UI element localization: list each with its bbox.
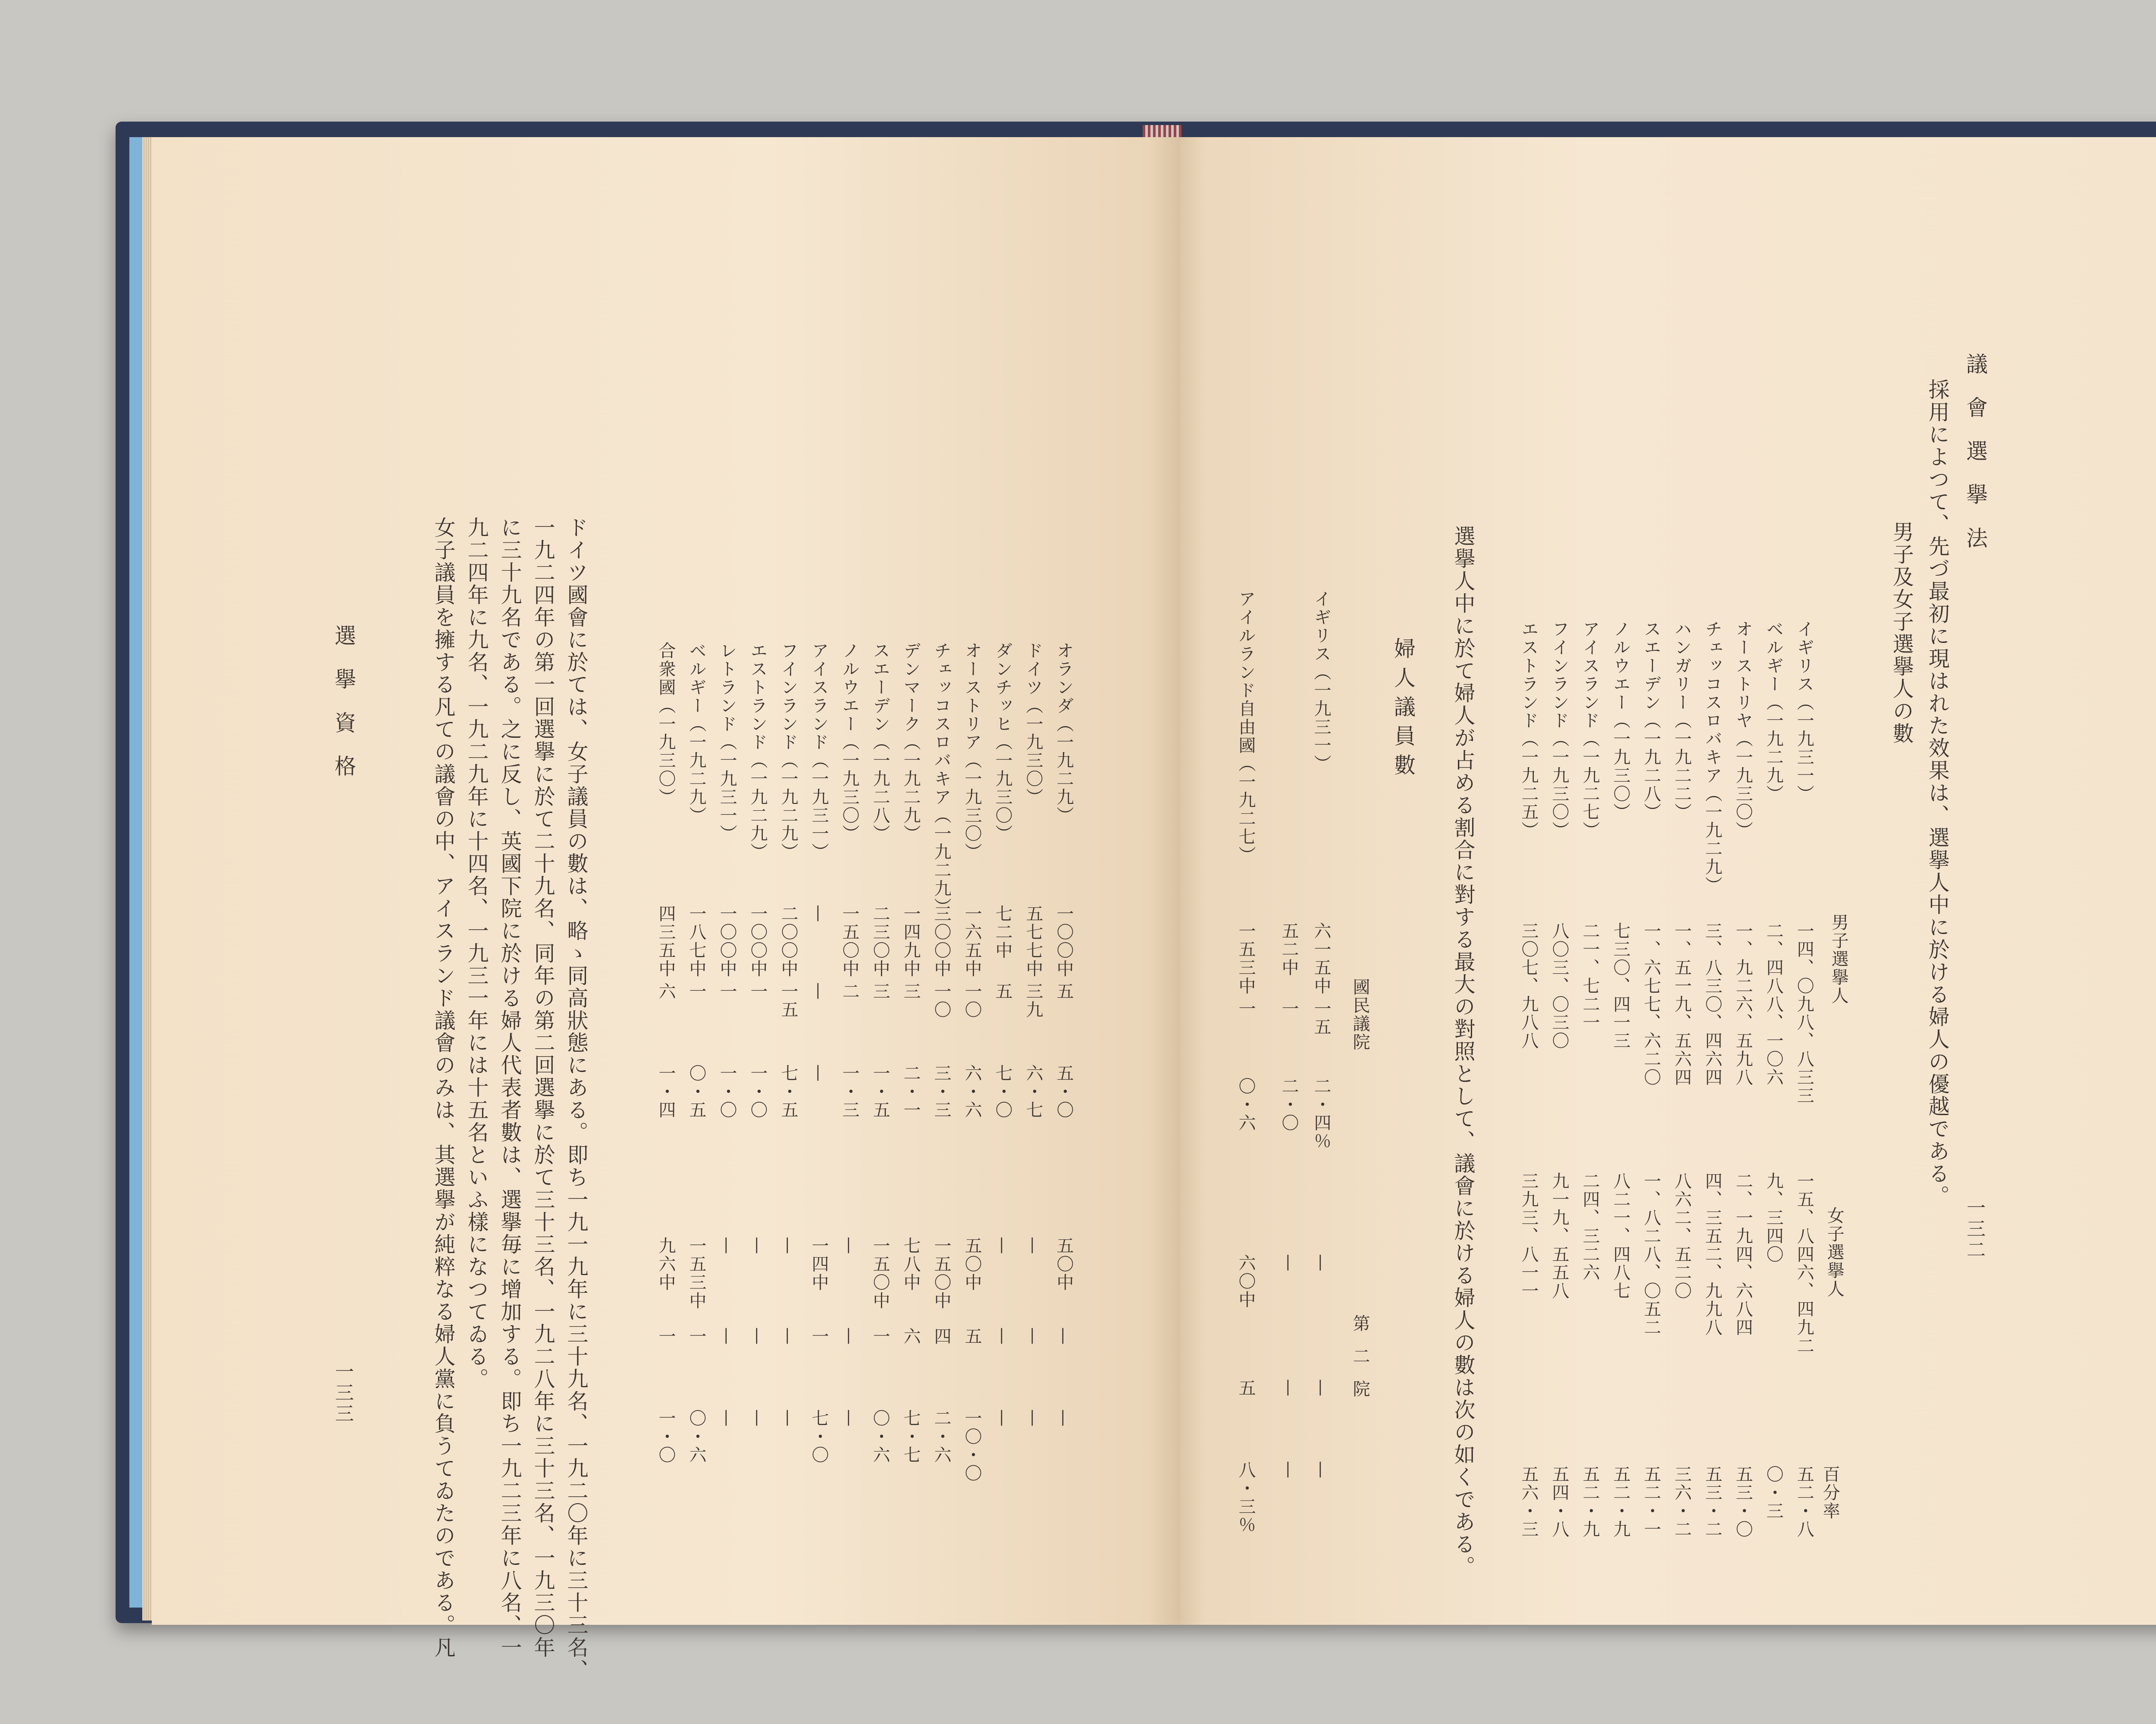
table-cell: 一八七中 (686, 905, 706, 978)
table-cell: 三九三、八一一 (1519, 1172, 1539, 1300)
table-cell: 五七七中 (1023, 905, 1043, 978)
table-cell: 一・三 (840, 1064, 859, 1119)
table-row-country: エストランド（一九二九） (748, 642, 768, 861)
table-cell: 一五〇中 (870, 1237, 890, 1310)
table-cell: — (809, 905, 829, 923)
table-row-country: レトランド（一九三一） (717, 642, 737, 843)
table-cell: 八・三％ (1236, 1461, 1256, 1534)
table-cell: 一 (717, 982, 737, 1001)
table-cell: 二 (840, 982, 859, 1001)
table-cell: 一〇〇中 (748, 905, 768, 978)
table-cell: 一 (1279, 1000, 1299, 1018)
table-cell: 一 (686, 1327, 706, 1346)
table-cell: 二・〇 (1279, 1077, 1299, 1132)
table-cell: — (840, 1237, 859, 1255)
table-cell: — (993, 1327, 1012, 1346)
table-cell: 二、一九四、六八四 (1733, 1172, 1753, 1337)
paragraph: 選擧人中に於て婦人が占める割合に對する最大の對照として、議會に於ける婦人の數は次の如くである。 (1451, 525, 1476, 1578)
table-cell: 一五〇中 (931, 1237, 951, 1310)
table-cell: — (1311, 1379, 1331, 1398)
table-row-country: オーストリア（一九三〇） (962, 642, 982, 861)
table-row-country: アイルランド自由國（一九二七） (1236, 590, 1256, 864)
table-cell: 一五三中 (1236, 922, 1256, 995)
table-cell: 五〇中 (962, 1237, 982, 1292)
table-cell: 四三五中 (656, 905, 676, 978)
table-cell: — (993, 1409, 1012, 1428)
table-cell: 二、四八八、一〇六 (1764, 922, 1783, 1087)
table-cell: 二・六 (931, 1409, 951, 1464)
table-cell: 一 (656, 1327, 676, 1346)
table-row-country: ベルギー（一九二九） (1764, 620, 1783, 803)
table-row-country: フインランド（一九二九） (778, 642, 798, 861)
table-cell: 五三・〇 (1733, 1465, 1753, 1539)
table-cell: — (717, 1327, 737, 1346)
table-row-country: オランダ（一九二九） (1054, 642, 1074, 824)
table-cell: 一四、〇九八、八三三 (1794, 922, 1814, 1105)
table-cell: 八六二、五二〇 (1672, 1172, 1692, 1300)
table-cell: 一・四 (656, 1064, 676, 1119)
table-cell: — (778, 1237, 798, 1255)
table-cell: 一・〇 (656, 1409, 676, 1464)
table-cell: 一、九二六、五九八 (1733, 922, 1753, 1087)
paragraph-line: 女子議員を擁する凡ての議會の中、アイスランド議會のみは、其選擧が純粹なる婦人黨に負うてゐたのである。凡 (431, 517, 456, 1659)
table-cell: 五 (1054, 982, 1074, 1001)
table-cell: 〇・六 (870, 1409, 890, 1464)
table-cell: 〇・五 (686, 1064, 706, 1119)
table-cell: 九、三四〇 (1764, 1172, 1783, 1263)
table-cell: 一五〇中 (840, 905, 859, 978)
table-row-country: フインランド（一九三〇） (1549, 620, 1569, 840)
paragraph-line: 九二四年に九名、一九二九年に十四名、一九三一年には十五名といふ樣になつてゐる。 (464, 517, 489, 1390)
table-cell: — (717, 1237, 737, 1255)
table-row-country: イギリス（一九三一） (1311, 590, 1331, 773)
table-row-country: デンマーク（一九二九） (901, 642, 921, 843)
table-cell: — (1023, 1409, 1043, 1428)
table-row-country: アイスランド（一九二七） (1580, 620, 1600, 840)
table-row-country: スエーデン（一九二八） (1641, 620, 1661, 821)
table-cell: 六 (901, 1327, 921, 1346)
column-header: 百分率 (1820, 1465, 1840, 1520)
table-row-country: オーストリヤ（一九三〇） (1733, 620, 1753, 840)
paragraph-line: に三十九名である。之に反し、英國下院に於ける婦人代表者數は、選擧毎に增加する。即ち一九二三年に八名、一 (498, 517, 522, 1659)
table-row-country: ノルウエー（一九三〇） (840, 642, 859, 843)
table-cell: 〇・三 (1764, 1465, 1783, 1520)
table-cell: 二一、七二一 (1580, 922, 1600, 1032)
table-cell: 三六・二 (1672, 1465, 1692, 1539)
table-row-country: ドイツ（一九三〇） (1023, 642, 1043, 806)
table-row-country: 合衆國（一九三〇） (656, 642, 676, 806)
table-cell: 五二・九 (1611, 1465, 1630, 1539)
table-cell: 一〇 (931, 982, 951, 1019)
table-cell: 七二中 (993, 905, 1012, 960)
table-cell: 五四・八 (1549, 1465, 1569, 1539)
paragraph: 採用によつて、先づ最初に現はれた效果は、選擧人中に於ける婦人の優越である。 (1925, 379, 1950, 1207)
table-cell: 一、六七七、六二〇 (1641, 922, 1661, 1087)
table-cell: 七・七 (901, 1409, 921, 1464)
table-cell: 八二一、四八七 (1611, 1172, 1630, 1300)
table-cell: 七三〇、四一三 (1611, 922, 1630, 1050)
table-cell: 二・四％ (1311, 1077, 1331, 1150)
table-cell: 六 (656, 982, 676, 1001)
table-cell: — (748, 1409, 768, 1428)
table-cell: — (993, 1237, 1012, 1255)
table-cell: 一・〇 (717, 1064, 737, 1119)
table-cell: 五 (962, 1327, 982, 1346)
table-cell: 一五三中 (686, 1237, 706, 1310)
table-cell: 九一九、五五八 (1549, 1172, 1569, 1300)
table-cell: 五六・三 (1519, 1465, 1539, 1539)
table-cell: — (1054, 1409, 1074, 1428)
table-cell: 四、三五二、九九八 (1702, 1172, 1722, 1337)
table-cell: — (1023, 1237, 1043, 1255)
paragraph-line: 一九二四年の第一回選擧に於て二十九名、同年の第二回選擧に於て三十三名、一九二八年に三十三名、一九三〇年 (531, 517, 555, 1659)
left-page-stack (142, 137, 153, 1621)
table-cell: 五二・九 (1580, 1465, 1600, 1539)
column-header: 女子選擧人 (1824, 1207, 1844, 1298)
table-cell: 六〇中 (1236, 1254, 1256, 1309)
table-row-country: イギリス（一九三一） (1794, 620, 1814, 803)
table-cell: — (778, 1327, 798, 1346)
table-cell: — (778, 1409, 798, 1428)
table-cell: 二四、三二六 (1580, 1172, 1600, 1282)
running-footer: 選 擧 資 格 (331, 624, 356, 784)
table-cell: 二三〇中 (870, 905, 890, 978)
table-cell: 一四中 (809, 1237, 829, 1292)
table-cell: — (1279, 1461, 1299, 1480)
table-cell: 一〇〇中 (717, 905, 737, 978)
table-cell: 一・五 (870, 1064, 890, 1119)
table-cell: 六一五中 (1311, 922, 1331, 995)
table-row-country: ダンチッヒ（一九三〇） (993, 642, 1012, 843)
table-cell: 六・七 (1023, 1064, 1043, 1119)
table-cell: 七・〇 (993, 1064, 1012, 1119)
table-cell: 五二・一 (1641, 1465, 1661, 1539)
column-header: 國民議院 (1350, 978, 1370, 1051)
table-cell: — (1279, 1379, 1299, 1398)
table-row-country: ノルウエー（一九三〇） (1611, 620, 1630, 821)
table-row-country: チェッコスロバキア（一九二九） (931, 642, 951, 916)
table-cell: — (748, 1237, 768, 1255)
table-cell: 七・五 (778, 1064, 798, 1119)
table-cell: 六・六 (962, 1064, 982, 1119)
table-cell: 五二・八 (1794, 1465, 1814, 1539)
running-header: 議 會 選 擧 法 (1963, 353, 1988, 556)
table-cell: 五三・二 (1702, 1465, 1722, 1539)
table-cell: 七八中 (901, 1237, 921, 1292)
table-cell: 一五、八四六、四九二 (1794, 1172, 1814, 1355)
table-cell: 五・〇 (1054, 1064, 1074, 1119)
table-cell: 三〇七、九八八 (1519, 922, 1539, 1050)
page-number: 一三三 (332, 1362, 354, 1425)
table-cell: 一四九中 (901, 905, 921, 978)
table-title: 婦人議員數 (1391, 637, 1416, 783)
table-cell: 三 (901, 982, 921, 1001)
table-cell: 一 (870, 1327, 890, 1346)
table-cell: 二〇〇中 (778, 905, 798, 978)
table-cell: 一六五中 (962, 905, 982, 978)
table-cell: 五二中 (1279, 922, 1299, 977)
page-number: 一三二 (1963, 1198, 1985, 1261)
paragraph-line: ドイツ國會に於ては、女子議員の數は、略ゝ同高狀態にある。即ち一九一九年に三十九名、一九二〇年に三十三名、 (564, 517, 589, 1681)
table-cell: 一 (748, 982, 768, 1001)
table-cell: — (840, 1327, 859, 1346)
table-cell: 三、八三〇、四六四 (1702, 922, 1722, 1087)
column-header: 男子選擧人 (1829, 913, 1849, 1005)
table-cell: 一五 (778, 982, 798, 1019)
table-title: 男子及女子選擧人の數 (1890, 521, 1914, 745)
left-page (152, 137, 1180, 1681)
table-cell: — (1054, 1327, 1074, 1346)
table-cell: 五 (993, 982, 1012, 1001)
table-cell: 八〇三、〇三〇 (1549, 922, 1569, 1050)
table-cell: — (1311, 1254, 1331, 1273)
table-cell: 一・〇 (748, 1064, 768, 1119)
table-cell: 三九 (1023, 982, 1043, 1019)
table-cell: 七・〇 (809, 1409, 829, 1464)
table-cell: 一 (809, 1327, 829, 1346)
table-cell: 一〇・〇 (962, 1409, 982, 1483)
table-cell: — (809, 1064, 829, 1083)
table-row-country: スエーデン（一九二八） (870, 642, 890, 843)
table-cell: — (717, 1409, 737, 1428)
table-cell: 一 (686, 982, 706, 1001)
table-cell: 三〇〇中 (931, 905, 951, 978)
table-cell: 一 (1236, 1000, 1256, 1018)
column-header: 第二院 (1350, 1314, 1370, 1413)
table-cell: 〇・六 (1236, 1077, 1256, 1132)
table-cell: — (1279, 1254, 1299, 1273)
table-cell: 〇・六 (686, 1409, 706, 1464)
table-cell: 三・三 (931, 1064, 951, 1119)
table-cell: — (840, 1409, 859, 1428)
table-cell: — (748, 1327, 768, 1346)
table-cell: — (1023, 1327, 1043, 1346)
table-cell: 二・一 (901, 1064, 921, 1119)
table-cell: 四 (931, 1327, 951, 1346)
table-cell: 五 (1236, 1379, 1256, 1398)
table-cell: 一、五一九、五六四 (1672, 922, 1692, 1087)
table-cell: 三 (870, 982, 890, 1001)
table-row-country: ハンガリー（一九二二） (1672, 620, 1692, 821)
table-cell: 五〇中 (1054, 1237, 1074, 1292)
right-page (1175, 137, 2156, 1625)
table-cell: 一、八二八、〇五二 (1641, 1172, 1661, 1337)
table-cell: — (1311, 1461, 1331, 1480)
table-row-country: チェッコスロバキア（一九二九） (1702, 620, 1722, 894)
table-row-country: エストランド（一九二五） (1519, 620, 1539, 840)
table-cell: 一五 (1311, 1000, 1331, 1036)
table-cell: 一〇 (962, 982, 982, 1019)
table-row-country: アイスランド（一九三一） (809, 642, 829, 861)
table-cell: — (809, 982, 829, 1001)
table-cell: 一〇〇中 (1054, 905, 1074, 978)
table-cell: 九六中 (656, 1237, 676, 1292)
table-row-country: ベルギー（一九二九） (686, 642, 706, 824)
